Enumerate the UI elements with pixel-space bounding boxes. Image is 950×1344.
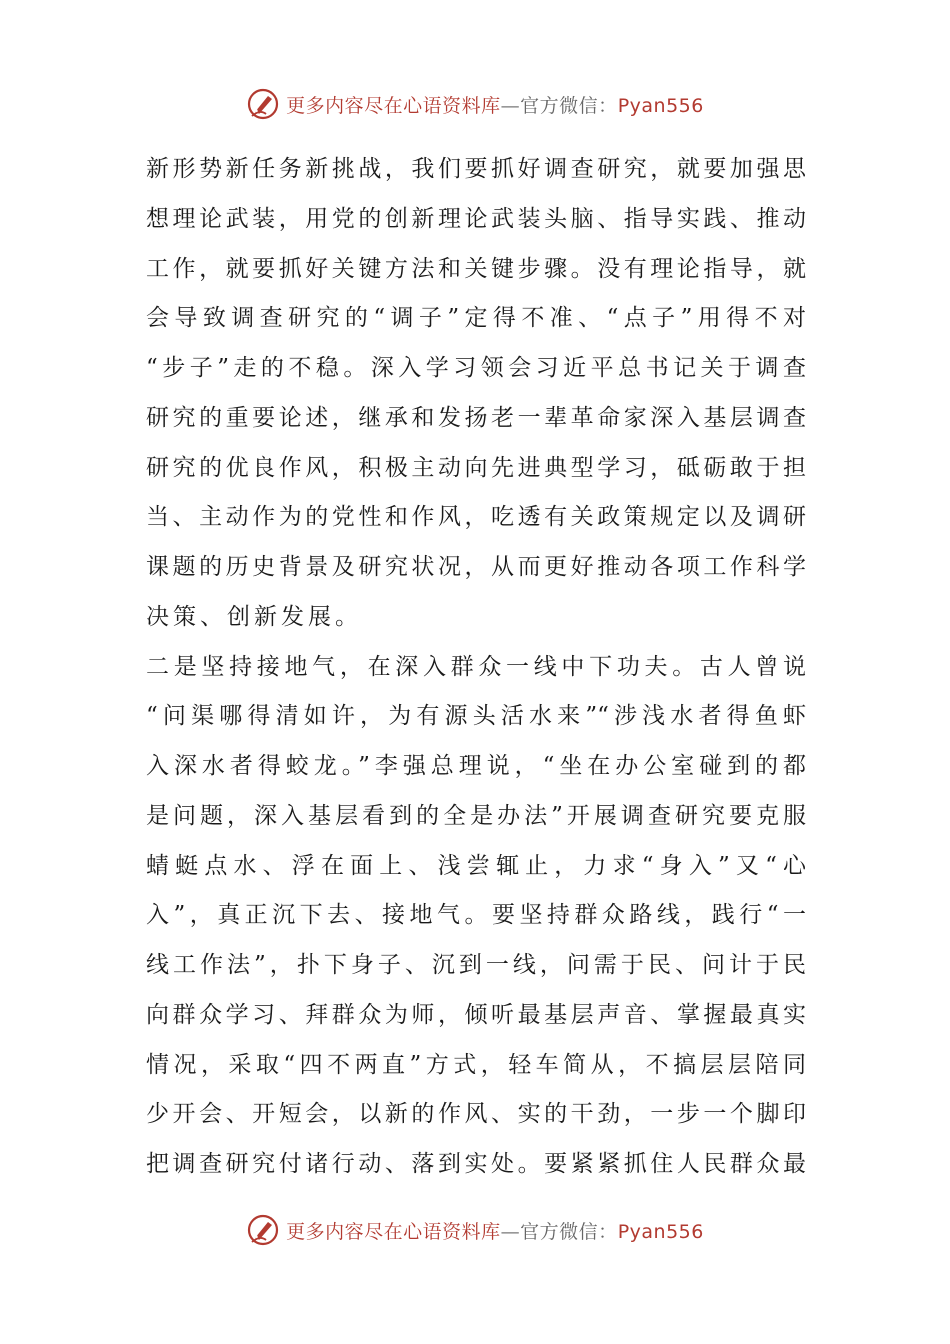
header-dash: — [500,94,521,117]
body-line: 情况，采取“四不两直”方式，轻车简从，不搞层层陪同 [146,1051,806,1078]
header-brand: 更多内容尽在心语资料库 [286,94,501,117]
body-line: 把调查研究付诸行动、落到实处。要紧紧抓住人民群众最 [146,1151,806,1177]
body-line: 是问题，深入基层看到的全是办法”开展调查研究要克服 [146,802,806,829]
body-line: 研究的优良作风，积极主动向先进典型学习，砥砺敢于担 [146,454,806,481]
body-line: 二是坚持接地气，在深入群众一线中下功夫。古人曾说 [146,653,806,680]
body-line: “步子”走的不稳。深入学习领会习近平总书记关于调查 [146,355,806,381]
body-line: 课题的历史背景及研究状况，从而更好推动各项工作科学 [146,554,806,580]
body-line: 入”，真正沉下去、接地气。要坚持群众路线，践行“一 [146,902,806,929]
footer-banner-text [286,1217,704,1244]
body-line: 当、主动作为的党性和作风，吃透有关政策规定以及调研 [146,504,806,531]
body-line: 工作，就要抓好关键方法和关键步骤。没有理论指导，就 [146,255,806,282]
footer-banner [0,1210,950,1250]
header-banner [0,84,950,124]
header-banner-text [286,91,704,118]
body-line: 入深水者得蛟龙。”李强总理说，“坐在办公室碰到的都 [146,753,806,779]
footer-dash: — [500,1220,521,1243]
document-body [146,145,806,1190]
body-line: 决策、创新发展。 [146,603,362,630]
footer-wechat-label: 官方微信： [520,1220,618,1243]
body-line: 蜻蜓点水、浮在面上、浅尝辄止，力求“身入”又“心 [146,852,806,879]
pen-logo-icon [246,1213,280,1247]
body-line: “问渠哪得清如许，为有源头活水来”“涉浅水者得鱼虾 [146,703,806,730]
header-wechat-label: 官方微信： [520,94,618,117]
body-line: 研究的重要论述，继承和发扬老一辈革命家深入基层调查 [146,404,806,431]
body-line: 少开会、开短会，以新的作风、实的干劲，一步一个脚印 [146,1101,806,1128]
footer-wechat-id: Pyan556 [617,1220,704,1243]
body-line: 新形势新任务新挑战，我们要抓好调查研究，就要加强思 [146,156,806,182]
footer-brand: 更多内容尽在心语资料库 [286,1220,501,1243]
body-line: 向群众学习、拜群众为师，倾听最基层声音、掌握最真实 [146,1001,806,1028]
header-wechat-id: Pyan556 [617,94,704,117]
body-line: 线工作法”，扑下身子、沉到一线，问需于民、问计于民 [146,952,806,978]
body-line: 想理论武装，用党的创新理论武装头脑、指导实践、推动 [146,205,806,232]
pen-logo-icon [246,87,280,121]
body-line: 会导致调查研究的“调子”定得不准、“点子”用得不对 [146,305,806,332]
